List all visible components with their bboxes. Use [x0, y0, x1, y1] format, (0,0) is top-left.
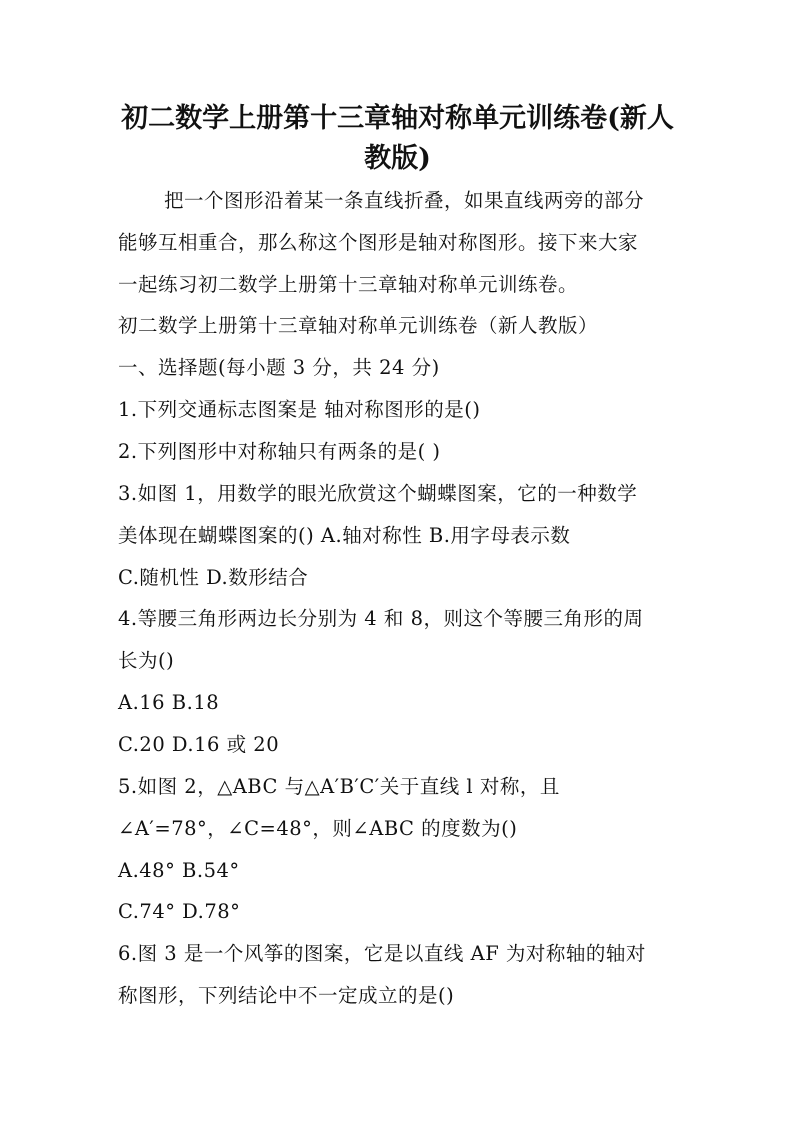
- question-4-line-2: 长为(): [118, 649, 175, 672]
- question-2: 2.下列图形中对称轴只有两条的是( ): [118, 440, 441, 463]
- question-5-line-1: 5.如图 2，△ABC 与△A′B′C′关于直线 l 对称，且: [118, 775, 560, 798]
- question-3-line-1: 3.如图 1，用数学的眼光欣赏这个蝴蝶图案，它的一种数学: [118, 482, 638, 505]
- part-heading: 一、选择题(每小题 3 分，共 24 分): [118, 356, 440, 379]
- document-title-line-2: 教版): [364, 143, 431, 174]
- question-6-line-1: 6.图 3 是一个风筝的图案，它是以直线 AF 为对称轴的轴对: [118, 942, 646, 965]
- document-title-line-1: 初二数学上册第十三章轴对称单元训练卷(新人: [121, 103, 674, 134]
- intro-paragraph-line-2: 能够互相重合，那么称这个图形是轴对称图形。接下来大家: [118, 231, 639, 254]
- question-4-line-1: 4.等腰三角形两边长分别为 4 和 8，则这个等腰三角形的周: [118, 607, 644, 630]
- question-4-options-ab: A.16 B.18: [118, 691, 220, 714]
- intro-paragraph-line-1: 把一个图形沿着某一条直线折叠，如果直线两旁的部分: [164, 189, 645, 212]
- question-3-options: C.随机性 D.数形结合: [118, 566, 309, 589]
- question-5-options-cd: C.74° D.78°: [118, 900, 241, 923]
- question-3-line-2: 美体现在蝴蝶图案的() A.轴对称性 B.用字母表示数: [118, 524, 571, 547]
- section-heading: 初二数学上册第十三章轴对称单元训练卷（新人教版）: [118, 314, 599, 337]
- question-4-options-cd: C.20 D.16 或 20: [118, 733, 280, 756]
- question-6-line-2: 称图形，下列结论中不一定成立的是(): [118, 984, 455, 1007]
- question-5-line-2: ∠A′=78°，∠C=48°，则∠ABC 的度数为(): [118, 817, 518, 840]
- question-1: 1.下列交通标志图案是 轴对称图形的是(): [118, 398, 481, 421]
- intro-paragraph-line-3: 一起练习初二数学上册第十三章轴对称单元训练卷。: [118, 273, 579, 296]
- question-5-options-ab: A.48° B.54°: [118, 859, 240, 882]
